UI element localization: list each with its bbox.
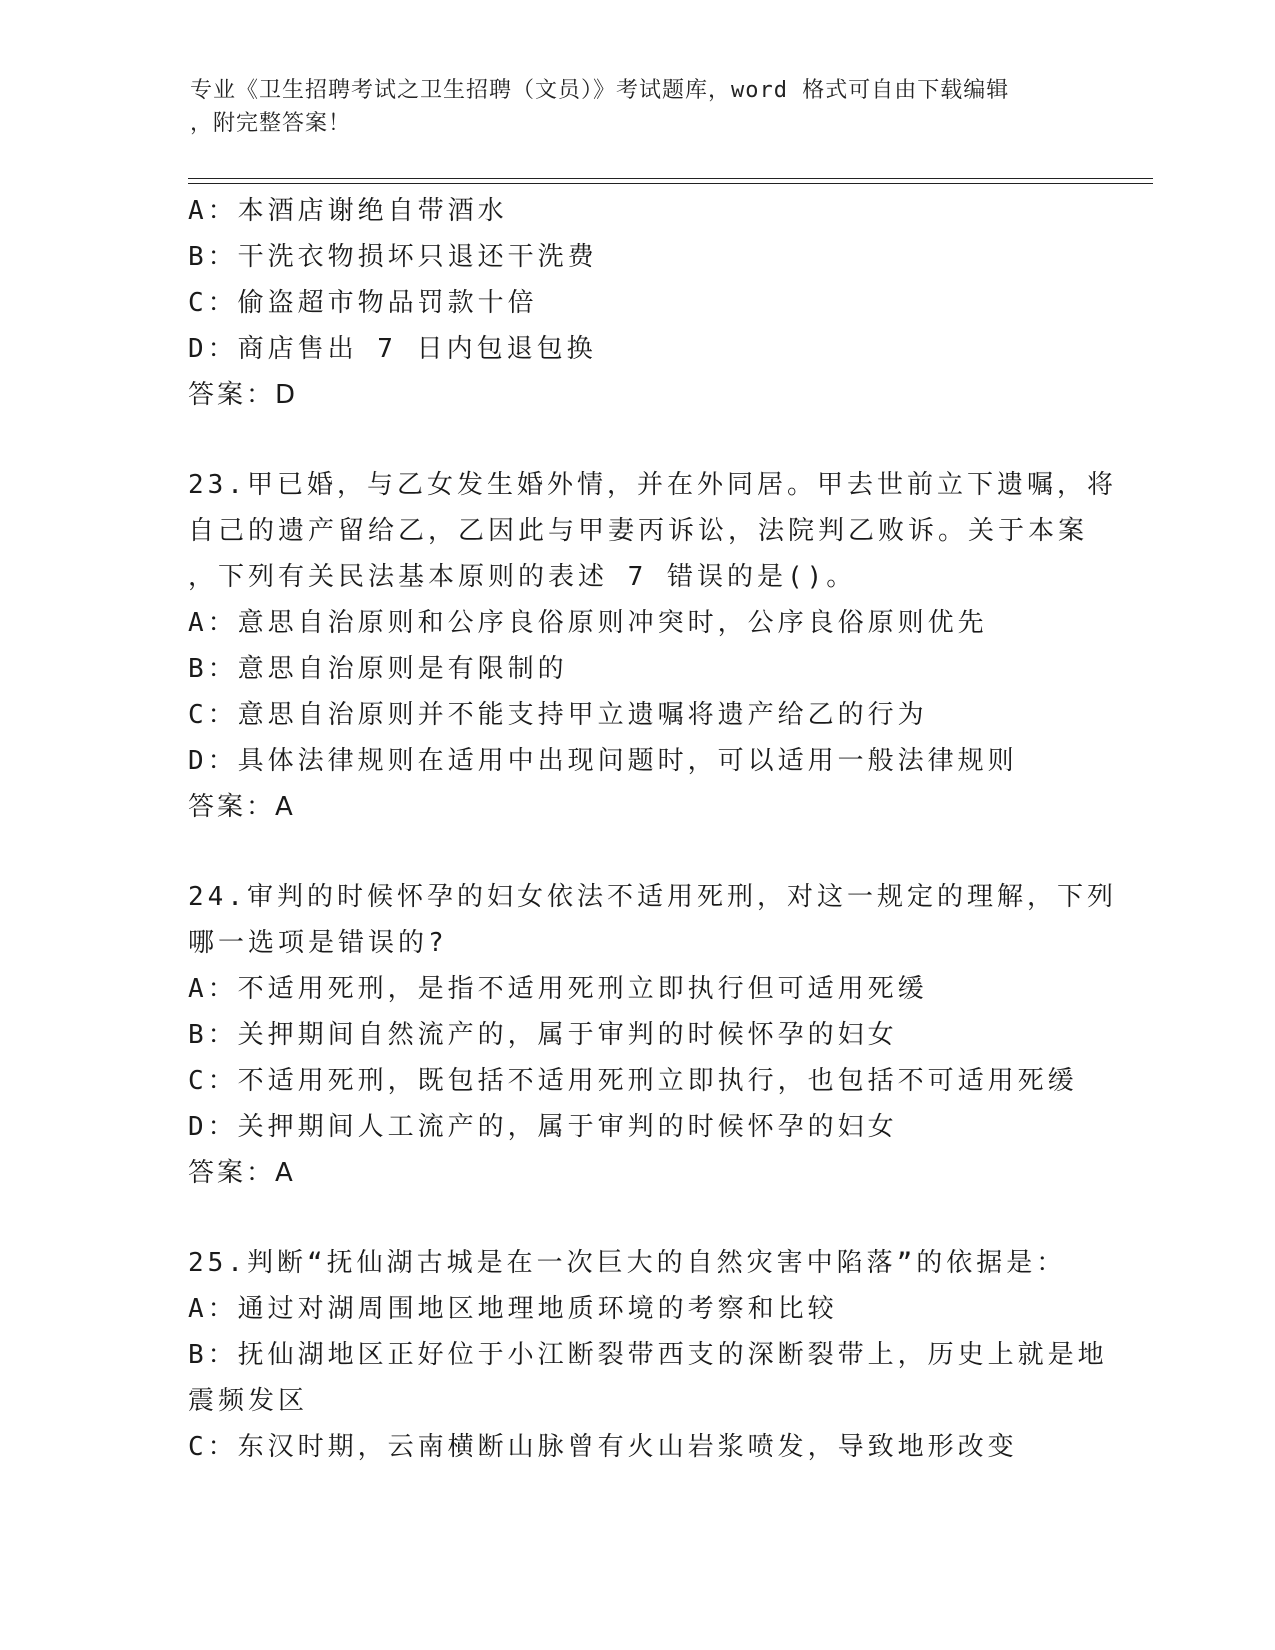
question-text-line: ，下列有关民法基本原则的表述 7 错误的是()。	[188, 562, 857, 592]
option-c: C：东汉时期，云南横断山脉曾有火山岩浆喷发，导致地形改变	[188, 1432, 1018, 1462]
header-divider-thin	[188, 183, 1153, 184]
header-line-1: 专业《卫生招聘考试之卫生招聘（文员）》考试题库，word 格式可自由下载编辑	[190, 78, 1010, 103]
option-b: B：意思自治原则是有限制的	[188, 654, 568, 684]
header-line-2: ，附完整答案！	[190, 111, 352, 136]
spacer	[188, 830, 1088, 874]
previous-question-options	[188, 188, 1088, 418]
option-b: B：干洗衣物损坏只退还干洗费	[188, 242, 598, 272]
question-25	[188, 1240, 1108, 1470]
option-d: D：关押期间人工流产的，属于审判的时候怀孕的妇女	[188, 1112, 898, 1142]
question-24	[188, 874, 1117, 1196]
option-b-continued: 震频发区	[188, 1386, 309, 1416]
spacer	[188, 418, 1088, 462]
option-c: C：意思自治原则并不能支持甲立遗嘱将遗产给乙的行为	[188, 700, 928, 730]
question-text-line: 哪一选项是错误的?	[188, 928, 448, 958]
question-text-line: 25.判断“抚仙湖古城是在一次巨大的自然灾害中陷落”的依据是：	[188, 1248, 1067, 1278]
question-text-line: 23.甲已婚，与乙女发生婚外情，并在外同居。甲去世前立下遗嘱，将	[188, 470, 1117, 500]
option-b: B：关押期间自然流产的，属于审判的时候怀孕的妇女	[188, 1020, 898, 1050]
header-divider	[188, 178, 1153, 179]
question-text-line: 自己的遗产留给乙，乙因此与甲妻丙诉讼，法院判乙败诉。关于本案	[188, 516, 1089, 546]
option-c: C：不适用死刑，既包括不适用死刑立即执行，也包括不可适用死缓	[188, 1066, 1078, 1096]
answer-line: 答案：D	[188, 380, 299, 410]
question-text-line: 24.审判的时候怀孕的妇女依法不适用死刑，对这一规定的理解，下列	[188, 882, 1117, 912]
option-a: A：不适用死刑，是指不适用死刑立即执行但可适用死缓	[188, 974, 928, 1004]
option-b: B：抚仙湖地区正好位于小江断裂带西支的深断裂带上，历史上就是地	[188, 1340, 1108, 1370]
option-a: A：意思自治原则和公序良俗原则冲突时，公序良俗原则优先	[188, 608, 988, 638]
option-d: D：具体法律规则在适用中出现问题时，可以适用一般法律规则	[188, 746, 1018, 776]
answer-line: 答案：A	[188, 792, 296, 822]
question-23	[188, 462, 1117, 830]
option-c: C：偷盗超市物品罚款十倍	[188, 288, 538, 318]
document-header	[190, 74, 1070, 140]
answer-line: 答案：A	[188, 1158, 296, 1188]
option-a: A：本酒店谢绝自带酒水	[188, 196, 508, 226]
question-content	[188, 188, 1117, 1470]
option-a: A：通过对湖周围地区地理地质环境的考察和比较	[188, 1294, 838, 1324]
option-d: D：商店售出 7 日内包退包换	[188, 334, 597, 364]
spacer	[188, 1196, 1088, 1240]
